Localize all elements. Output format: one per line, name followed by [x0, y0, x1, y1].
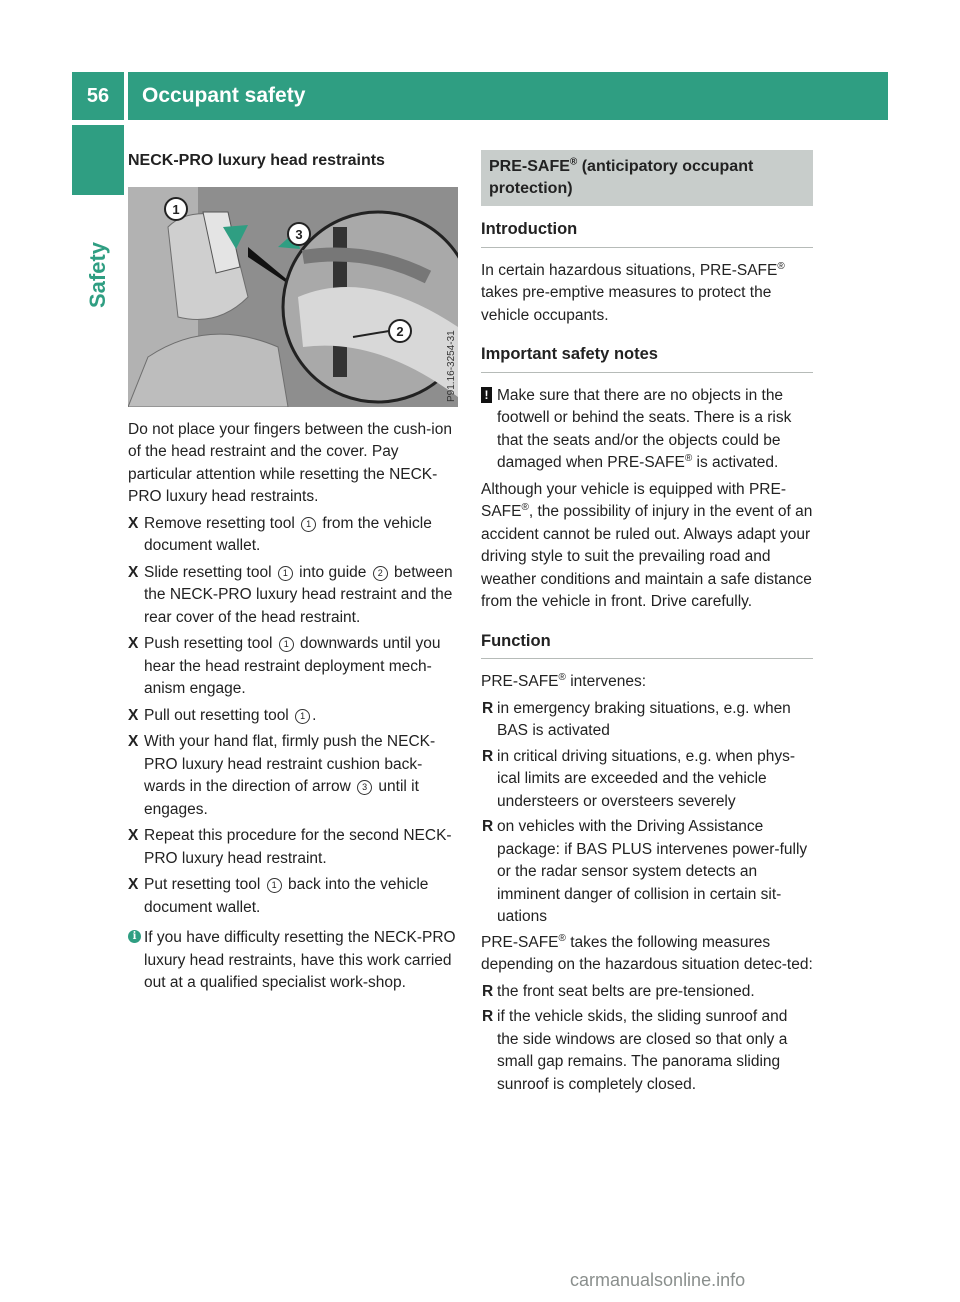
ref-1: 1: [267, 878, 282, 893]
although-text: Although your vehicle is equipped with PRE-SAFE®, the possibility of injury in the event of an accident cannot be ruled out. Always adapt your driving style to suit the prevailing road and weather conditions and maintain a safe distance from the vehicle in front. Drive carefully.: [481, 480, 813, 610]
ref-2: 2: [373, 566, 388, 581]
left-column: [128, 150, 460, 999]
callout-3: 3: [295, 226, 303, 242]
figure-code: P91.16-3254-31: [446, 329, 457, 402]
callout-2: 2: [396, 323, 404, 339]
step-2: X Slide resetting tool 1 into guide 2 between the NECK-PRO luxury head restraint and the rear cover of the head restraint.: [128, 563, 453, 626]
step-6: X Repeat this procedure for the second NECK-PRO luxury head restraint.: [128, 827, 452, 867]
head-restraint-figure: [128, 187, 458, 407]
side-tab-label: Safety: [85, 241, 110, 309]
list-item: R if the vehicle skids, the sliding sunroof and the side windows are closed so that only a small gap remains. The panorama sliding sunroof is completely closed.: [482, 1008, 788, 1093]
introduction-text: In certain hazardous situations, PRE-SAFE® takes pre-emptive measures to protect the vehicle occupants.: [481, 260, 785, 324]
measures-text: PRE-SAFE® takes the following measures depending on the hazardous situation detec-ted:: [481, 932, 813, 973]
warning-icon: !: [481, 387, 492, 403]
info-note: i If you have difficulty resetting the NECK-PRO luxury head restraints, have this work carried out at a qualified specialist work-shop.: [128, 927, 460, 995]
page-title: Occupant safety: [128, 72, 888, 120]
step-3: X Push resetting tool 1 downwards until you hear the head restraint deployment mech-anism engage.: [128, 635, 441, 697]
list-item: R in critical driving situations, e.g. when phys-ical limits are exceeded and the vehicle understeers or oversteers severely: [482, 747, 796, 810]
ref-1: 1: [295, 709, 310, 724]
introduction-heading: Introduction: [481, 218, 813, 248]
right-column: [481, 150, 813, 1099]
list-item: R on vehicles with the Driving Assistance package: if BAS PLUS intervenes power-fully or the radar sensor system detects an imminent danger of collision in certain sit-uations: [482, 818, 808, 925]
pre-safe-section-title: PRE-SAFE® (anticipatory occupant protection): [481, 150, 813, 206]
safety-notes-heading: Important safety notes: [481, 343, 813, 373]
head-restraint-illustration: [128, 187, 458, 407]
side-tab: [72, 200, 124, 350]
callout-1: 1: [172, 201, 180, 217]
warning-note: ! Make sure that there are no objects in the footwell or behind the seats. There is a risk that the seats and/or the objects could be damaged when PRE-SAFE® is activated.: [481, 385, 813, 475]
side-tab-block: [72, 125, 124, 195]
ref-1: 1: [301, 517, 316, 532]
function-heading: Function: [481, 630, 813, 660]
step-7: X Put resetting tool 1 back into the vehicle document wallet.: [128, 876, 429, 916]
ref-3: 3: [357, 780, 372, 795]
ref-1: 1: [279, 637, 294, 652]
ref-1: 1: [278, 566, 293, 581]
step-5: X With your hand flat, firmly push the NECK-PRO luxury head restraint cushion back-wards in the direction of arrow 3 until it engages.: [128, 733, 436, 818]
page-number: 56: [72, 72, 124, 120]
step-1: X Remove resetting tool 1 from the vehicle document wallet.: [128, 514, 432, 554]
list-item: R the front seat belts are pre-tensioned.: [482, 982, 755, 1000]
neck-pro-intro: Do not place your fingers between the cush-ion of the head restraint and the cover. Pay particular attention while resetting the NECK-PRO luxury head restraints.: [128, 420, 452, 505]
info-icon: i: [128, 930, 141, 943]
section-heading-neck-pro: NECK-PRO luxury head restraints: [128, 152, 385, 169]
watermark: carmanualsonline.info: [570, 1270, 746, 1290]
list-item: R in emergency braking situations, e.g. when BAS is activated: [482, 699, 791, 739]
intervenes-text: PRE-SAFE® intervenes:: [481, 671, 647, 690]
step-4: X Pull out resetting tool 1 .: [128, 706, 317, 724]
